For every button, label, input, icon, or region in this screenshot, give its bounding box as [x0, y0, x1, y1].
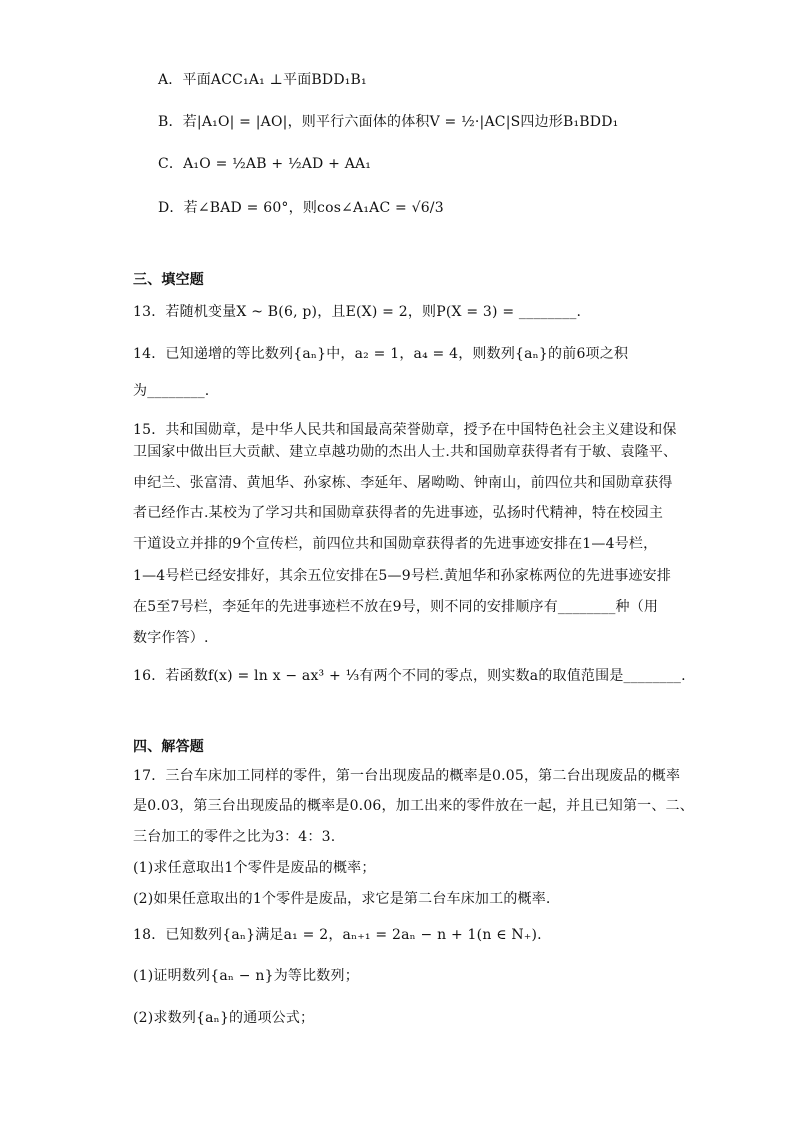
option-d — [158, 198, 444, 218]
question-14-line-2: 为________. — [133, 383, 210, 399]
question-17-line-3: 三台加工的零件之比为3：4：3. — [133, 829, 336, 845]
option-c-text: A₁O = ½AB + ½AD + AA₁ — [183, 156, 372, 172]
question-16: 16．若函数f(x) = ln x − ax³ + ⅓有两个不同的零点，则实数a的取值范围是________. — [133, 668, 686, 684]
question-18: 18．已知数列{aₙ}满足a₁ = 2，aₙ₊₁ = 2aₙ − n + 1(n ∈ N₊). — [133, 927, 542, 943]
question-14-line-1: 14．已知递增的等比数列{aₙ}中，a₂ = 1，a₄ = 4，则数列{aₙ}的前6项之积 — [133, 346, 629, 362]
option-d-text: 若∠BAD = 60°，则cos∠A₁AC = √6/3 — [183, 200, 444, 216]
option-b-label: B． — [158, 114, 183, 130]
question-17-line-2: 是0.03，第三台出现废品的概率是0.06，加工出来的零件放在一起，并且已知第一、二、 — [133, 798, 694, 814]
question-15-line-7: 在5至7号栏，李延年的先进事迹栏不放在9号，则不同的安排顺序有________种（用 — [133, 599, 659, 615]
option-a-label: A． — [158, 72, 183, 88]
question-17-line-1: 17．三台车床加工同样的零件，第一台出现废品的概率是0.05，第二台出现废品的概率 — [133, 768, 681, 784]
option-c — [158, 154, 371, 174]
option-b-text: 若|A₁O| = |AO|，则平行六面体的体积V = ½·|AC|S四边形B₁BDD₁ — [182, 114, 619, 130]
question-15-line-1: 15．共和国勋章，是中华人民共和国最高荣誉勋章，授予在中国特色社会主义建设和保 — [133, 422, 677, 438]
question-17-part-1: (1)求任意取出1个零件是废品的概率； — [133, 860, 376, 876]
question-15-line-8: 数字作答）. — [133, 630, 209, 646]
option-a-text: 平面ACC₁A₁ ⊥平面BDD₁B₁ — [182, 72, 367, 88]
question-17-part-2: (2)如果任意取出的1个零件是废品，求它是第二台车床加工的概率. — [133, 891, 551, 907]
question-15-line-2: 卫国家中做出巨大贡献、建立卓越功勋的杰出人士.共和国勋章获得者有于敏、袁隆平、 — [133, 444, 678, 460]
question-15-line-5: 干道设立并排的9个宣传栏，前四位共和国勋章获得者的先进事迹安排在1—4号栏， — [133, 536, 658, 552]
section-heading-fill-in: 三、填空题 — [133, 272, 204, 288]
question-18-part-1: (1)证明数列{aₙ − n}为等比数列； — [133, 968, 359, 984]
option-a — [158, 70, 367, 90]
option-b — [158, 112, 618, 132]
section-heading-answers: 四、解答题 — [133, 739, 204, 755]
question-15-line-4: 者已经作古.某校为了学习共和国勋章获得者的先进事迹，弘扬时代精神，特在校园主 — [133, 505, 664, 521]
question-15-line-3: 申纪兰、张富清、黄旭华、孙家栋、李延年、屠呦呦、钟南山，前四位共和国勋章获得 — [133, 475, 673, 491]
option-c-label: C． — [158, 156, 184, 172]
question-15-line-6: 1—4号栏已经安排好，其余五位安排在5—9号栏.黄旭华和孙家栋两位的先进事迹安排 — [133, 568, 672, 584]
question-18-part-2: (2)求数列{aₙ}的通项公式； — [133, 1010, 315, 1026]
option-d-label: D． — [158, 200, 184, 216]
question-13: 13．若随机变量X ~ B(6, p)，且E(X) = 2，则P(X = 3) = ________. — [133, 304, 582, 320]
